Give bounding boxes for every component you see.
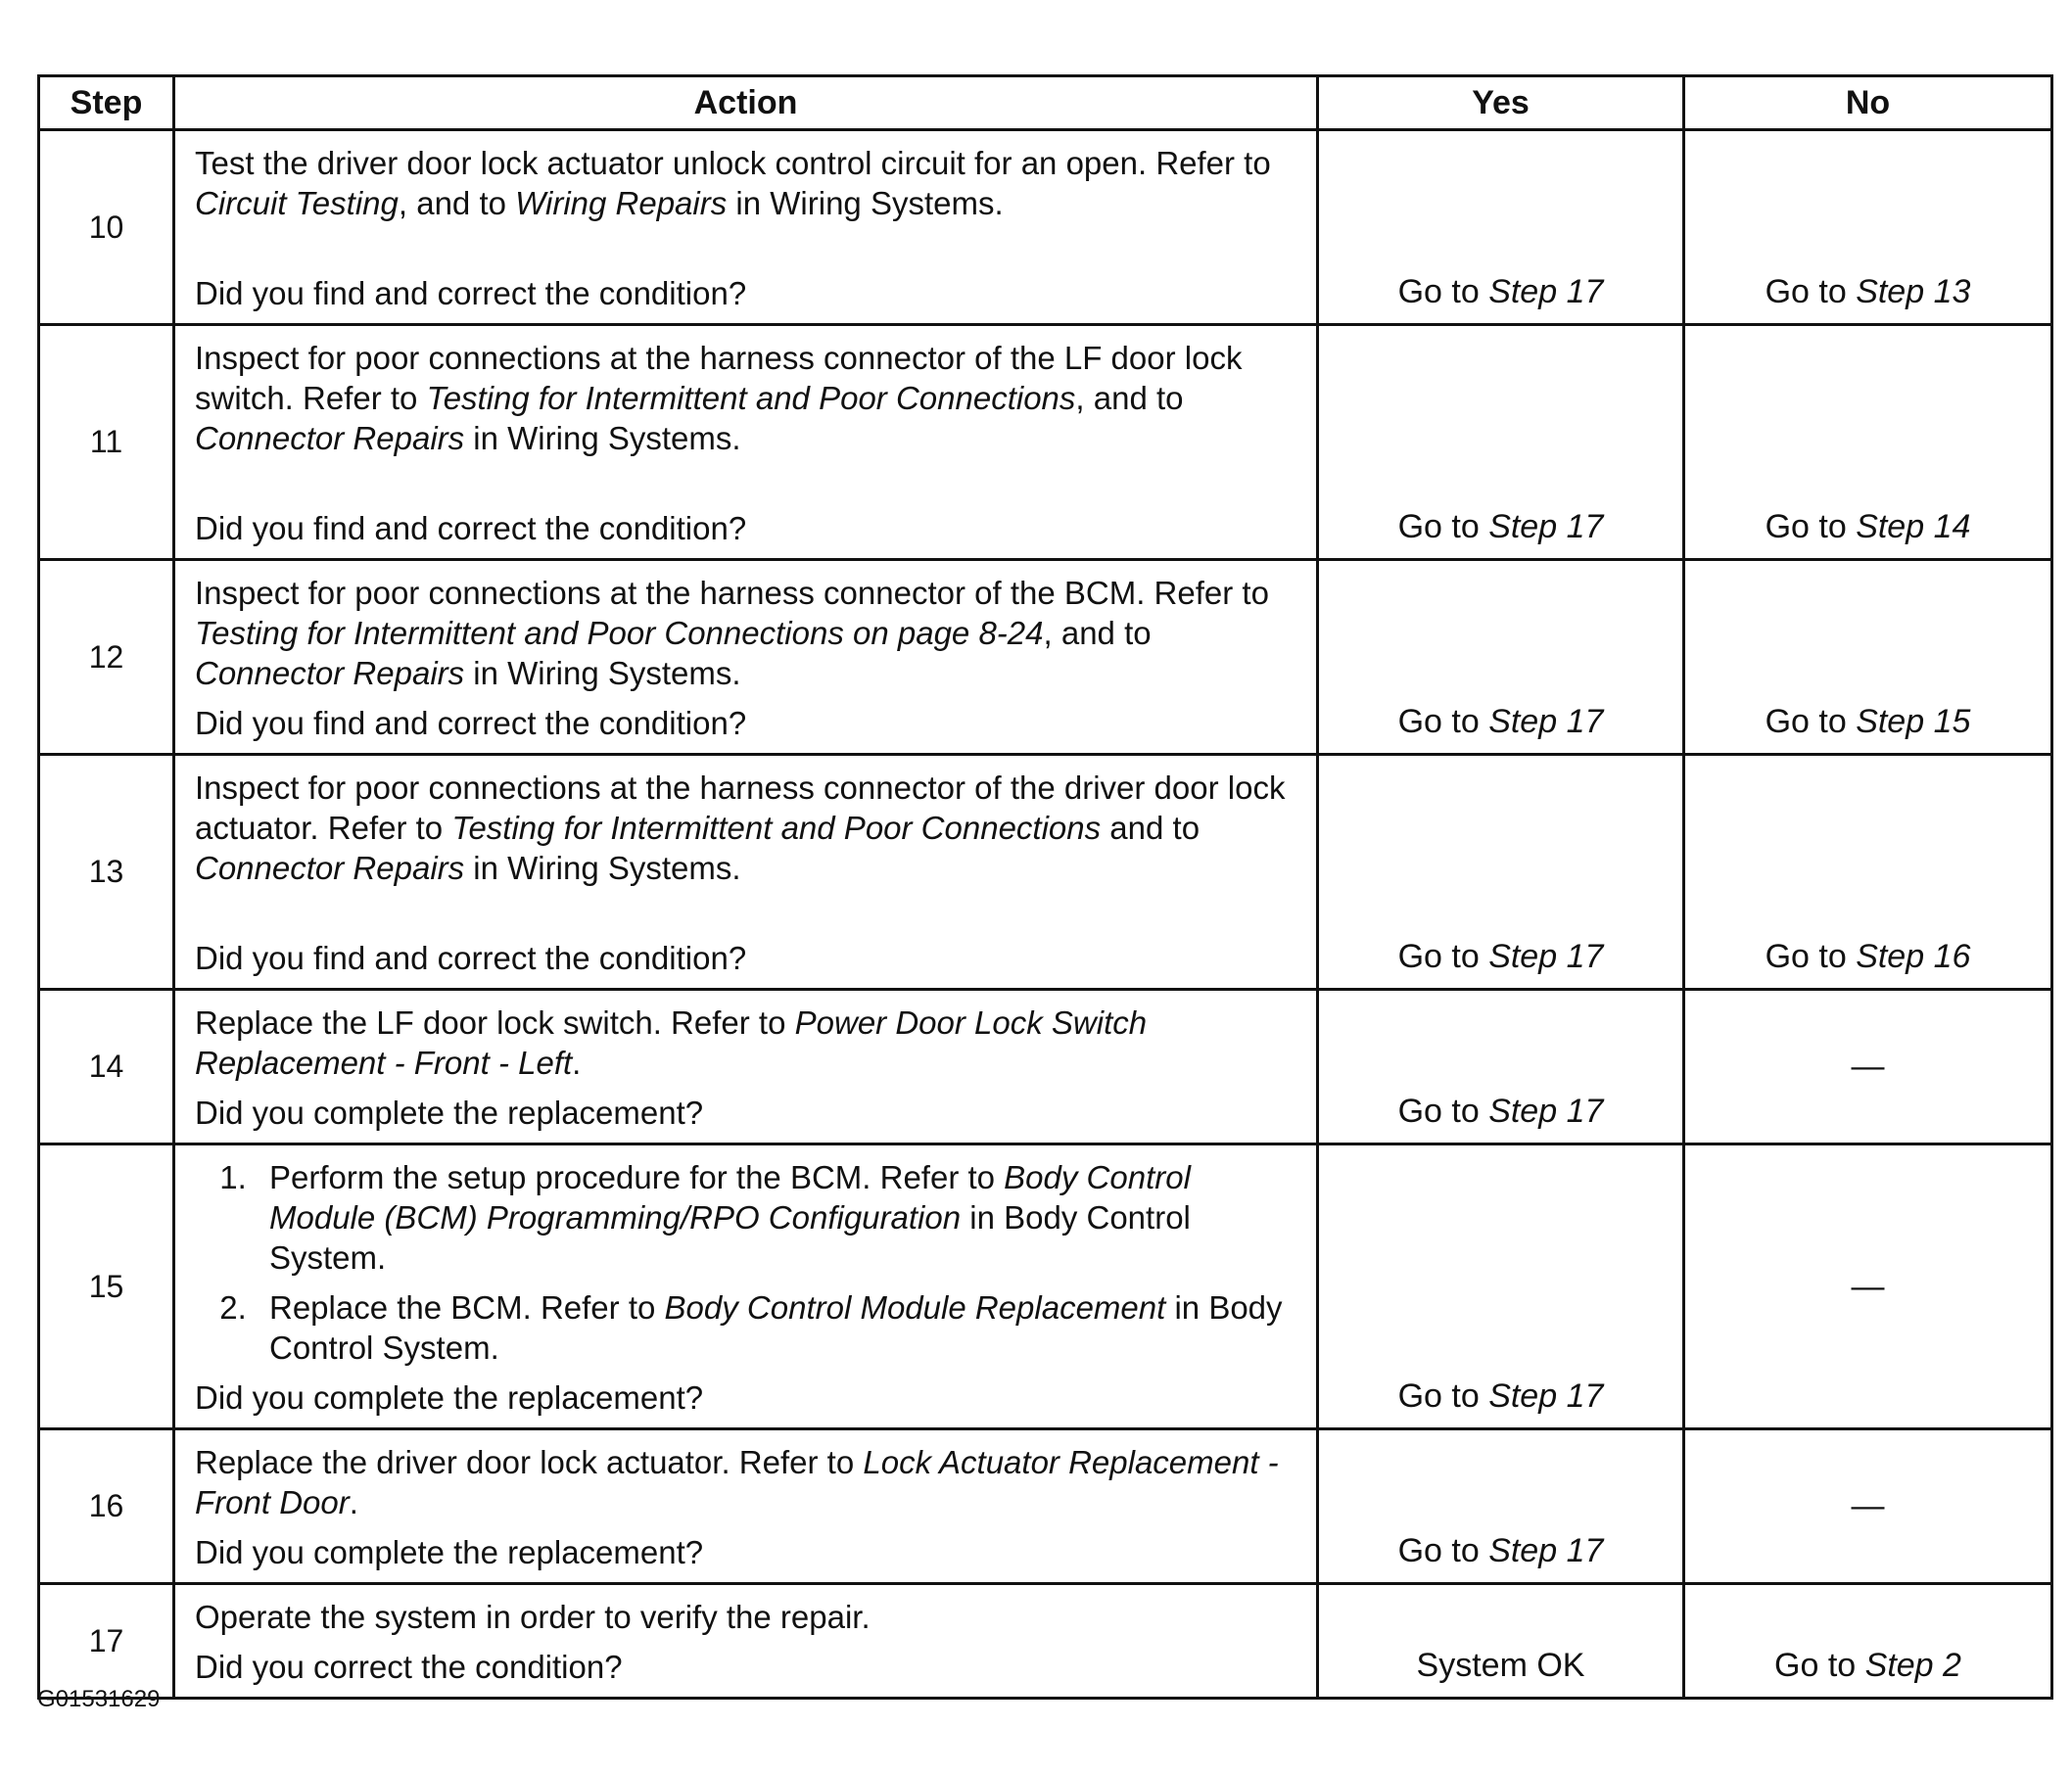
step-reference: Step 17 bbox=[1488, 1532, 1604, 1569]
action-text: , and to bbox=[398, 185, 516, 221]
yes-cell bbox=[1318, 560, 1684, 755]
procedure-list bbox=[195, 1157, 1298, 1368]
step-number: 13 bbox=[39, 755, 174, 990]
action-text: in Body Control System. bbox=[269, 1199, 1191, 1276]
step-reference: Step 14 bbox=[1856, 508, 1971, 545]
step-reference: Step 2 bbox=[1864, 1647, 1961, 1684]
no-cell bbox=[1684, 1584, 2052, 1699]
action-text: , and to bbox=[1075, 380, 1184, 416]
action-cell bbox=[174, 325, 1318, 560]
no-cell bbox=[1684, 1144, 2052, 1429]
step-number: 17 bbox=[39, 1584, 174, 1699]
no-cell bbox=[1684, 325, 2052, 560]
yes-cell bbox=[1318, 755, 1684, 990]
result-text: Go to bbox=[1765, 508, 1857, 545]
result-text: Go to bbox=[1765, 938, 1857, 975]
step-reference: Step 17 bbox=[1488, 1093, 1604, 1130]
action-question: Did you complete the replacement? bbox=[195, 1534, 704, 1570]
step-reference: Step 17 bbox=[1488, 273, 1604, 310]
spacer bbox=[195, 693, 1298, 703]
not-applicable-dash: — bbox=[1851, 1487, 1885, 1524]
no-cell bbox=[1684, 130, 2052, 325]
table-row bbox=[39, 990, 2052, 1144]
table-row bbox=[39, 560, 2052, 755]
action-text: Operate the system in order to verify the repair. bbox=[195, 1599, 871, 1635]
action-text: , and to bbox=[1043, 615, 1152, 651]
action-text: in Wiring Systems. bbox=[464, 655, 741, 691]
reference-link-text: Connector Repairs bbox=[195, 655, 465, 691]
no-cell bbox=[1684, 1429, 2052, 1584]
reference-link-text: Testing for Intermittent and Poor Connections bbox=[451, 810, 1102, 846]
reference-link-text: Testing for Intermittent and Poor Connections on page 8-24 bbox=[195, 615, 1044, 651]
action-text: . bbox=[572, 1045, 582, 1081]
action-text: . bbox=[349, 1484, 358, 1520]
header-action: Action bbox=[174, 76, 1318, 130]
procedure-list-item bbox=[256, 1287, 1298, 1368]
table-row bbox=[39, 1144, 2052, 1429]
reference-link-text: Body Control Module Replacement bbox=[664, 1289, 1166, 1326]
not-applicable-dash: — bbox=[1851, 1267, 1885, 1305]
no-cell bbox=[1684, 755, 2052, 990]
result-text: Go to bbox=[1397, 1532, 1489, 1569]
no-cell bbox=[1684, 560, 2052, 755]
action-instruction bbox=[195, 768, 1298, 888]
action-question: Did you find and correct the condition? bbox=[195, 705, 747, 741]
action-text: Inspect for poor connections at the harness connector of the BCM. Refer to bbox=[195, 575, 1269, 611]
action-question: Did you find and correct the condition? bbox=[195, 510, 747, 546]
result-text: Go to bbox=[1397, 1093, 1489, 1130]
table-row bbox=[39, 1584, 2052, 1699]
action-instruction bbox=[195, 338, 1298, 458]
step-reference: Step 13 bbox=[1856, 273, 1971, 310]
spacer bbox=[195, 458, 1298, 508]
spacer bbox=[195, 1637, 1298, 1647]
action-text: in Wiring Systems. bbox=[464, 420, 741, 456]
action-question: Did you find and correct the condition? bbox=[195, 940, 747, 976]
step-reference: Step 15 bbox=[1856, 703, 1971, 740]
reference-link-text: Lock Actuator Replacement - Front Door bbox=[195, 1444, 1279, 1520]
reference-link-text: Connector Repairs bbox=[195, 420, 465, 456]
step-number: 11 bbox=[39, 325, 174, 560]
table-row bbox=[39, 755, 2052, 990]
procedure-list-item bbox=[256, 1157, 1298, 1278]
action-text: Replace the BCM. Refer to bbox=[269, 1289, 665, 1326]
spacer bbox=[195, 223, 1298, 273]
reference-link-text: Power Door Lock Switch Replacement - Front - Left bbox=[195, 1004, 1148, 1081]
result-text: System OK bbox=[1416, 1647, 1585, 1684]
result-text: Go to bbox=[1397, 508, 1489, 545]
action-text: Test the driver door lock actuator unlock control circuit for an open. Refer to bbox=[195, 145, 1271, 181]
action-question: Did you find and correct the condition? bbox=[195, 275, 747, 311]
not-applicable-dash: — bbox=[1851, 1048, 1885, 1085]
reference-link-text: Circuit Testing bbox=[195, 185, 399, 221]
step-number: 10 bbox=[39, 130, 174, 325]
header-yes: Yes bbox=[1318, 76, 1684, 130]
reference-link-text: Connector Repairs bbox=[195, 850, 465, 886]
action-text: in Body Control System. bbox=[269, 1289, 1283, 1366]
header-step: Step bbox=[39, 76, 174, 130]
step-reference: Step 17 bbox=[1488, 938, 1604, 975]
yes-cell bbox=[1318, 1144, 1684, 1429]
reference-link-text: Body Control Module (BCM) Programming/RPO Configuration bbox=[269, 1159, 1191, 1236]
spacer bbox=[195, 1522, 1298, 1532]
action-text: and to bbox=[1101, 810, 1201, 846]
step-number: 12 bbox=[39, 560, 174, 755]
result-text: Go to bbox=[1397, 273, 1489, 310]
action-instruction bbox=[195, 1597, 1298, 1637]
result-text: Go to bbox=[1765, 273, 1857, 310]
action-cell bbox=[174, 1144, 1318, 1429]
action-question: Did you correct the condition? bbox=[195, 1649, 623, 1685]
result-text: Go to bbox=[1765, 703, 1857, 740]
action-question: Did you complete the replacement? bbox=[195, 1095, 704, 1131]
action-text: Inspect for poor connections at the harness connector of the driver door lock actuator. Refer to bbox=[195, 770, 1286, 846]
step-reference: Step 17 bbox=[1488, 508, 1604, 545]
action-question: Did you complete the replacement? bbox=[195, 1379, 704, 1416]
figure-id: G01531629 bbox=[37, 1686, 161, 1712]
step-reference: Step 17 bbox=[1488, 1377, 1604, 1415]
step-reference: Step 17 bbox=[1488, 703, 1604, 740]
action-cell bbox=[174, 1429, 1318, 1584]
result-text: Go to bbox=[1397, 938, 1489, 975]
action-cell bbox=[174, 1584, 1318, 1699]
result-text: Go to bbox=[1397, 1377, 1489, 1415]
action-cell bbox=[174, 560, 1318, 755]
action-instruction bbox=[195, 143, 1298, 223]
result-text: Go to bbox=[1397, 703, 1489, 740]
diagnostic-table bbox=[37, 74, 2053, 1700]
action-instruction bbox=[195, 573, 1298, 693]
step-number: 16 bbox=[39, 1429, 174, 1584]
action-text: in Wiring Systems. bbox=[464, 850, 741, 886]
action-text: Perform the setup procedure for the BCM. Refer to bbox=[269, 1159, 1005, 1195]
reference-link-text: Testing for Intermittent and Poor Connections bbox=[426, 380, 1076, 416]
table-body bbox=[39, 130, 2052, 1699]
action-instruction bbox=[195, 1003, 1298, 1083]
action-cell bbox=[174, 130, 1318, 325]
table-row bbox=[39, 1429, 2052, 1584]
yes-cell bbox=[1318, 325, 1684, 560]
step-number: 15 bbox=[39, 1144, 174, 1429]
spacer bbox=[195, 888, 1298, 938]
action-text: Inspect for poor connections at the harness connector of the LF door lock switch. Refer to bbox=[195, 340, 1243, 416]
result-text: Go to bbox=[1774, 1647, 1865, 1684]
yes-cell bbox=[1318, 1584, 1684, 1699]
table-row bbox=[39, 325, 2052, 560]
action-text: Replace the LF door lock switch. Refer to bbox=[195, 1004, 795, 1041]
spacer bbox=[195, 1083, 1298, 1093]
reference-link-text: Wiring Repairs bbox=[515, 185, 728, 221]
action-cell bbox=[174, 990, 1318, 1144]
action-instruction bbox=[195, 1442, 1298, 1522]
no-cell bbox=[1684, 990, 2052, 1144]
action-cell bbox=[174, 755, 1318, 990]
header-row bbox=[39, 76, 2052, 130]
yes-cell bbox=[1318, 130, 1684, 325]
action-text: in Wiring Systems. bbox=[727, 185, 1004, 221]
step-reference: Step 16 bbox=[1856, 938, 1971, 975]
table-row bbox=[39, 130, 2052, 325]
yes-cell bbox=[1318, 990, 1684, 1144]
action-text: Replace the driver door lock actuator. Refer to bbox=[195, 1444, 864, 1480]
yes-cell bbox=[1318, 1429, 1684, 1584]
step-number: 14 bbox=[39, 990, 174, 1144]
header-no: No bbox=[1684, 76, 2052, 130]
